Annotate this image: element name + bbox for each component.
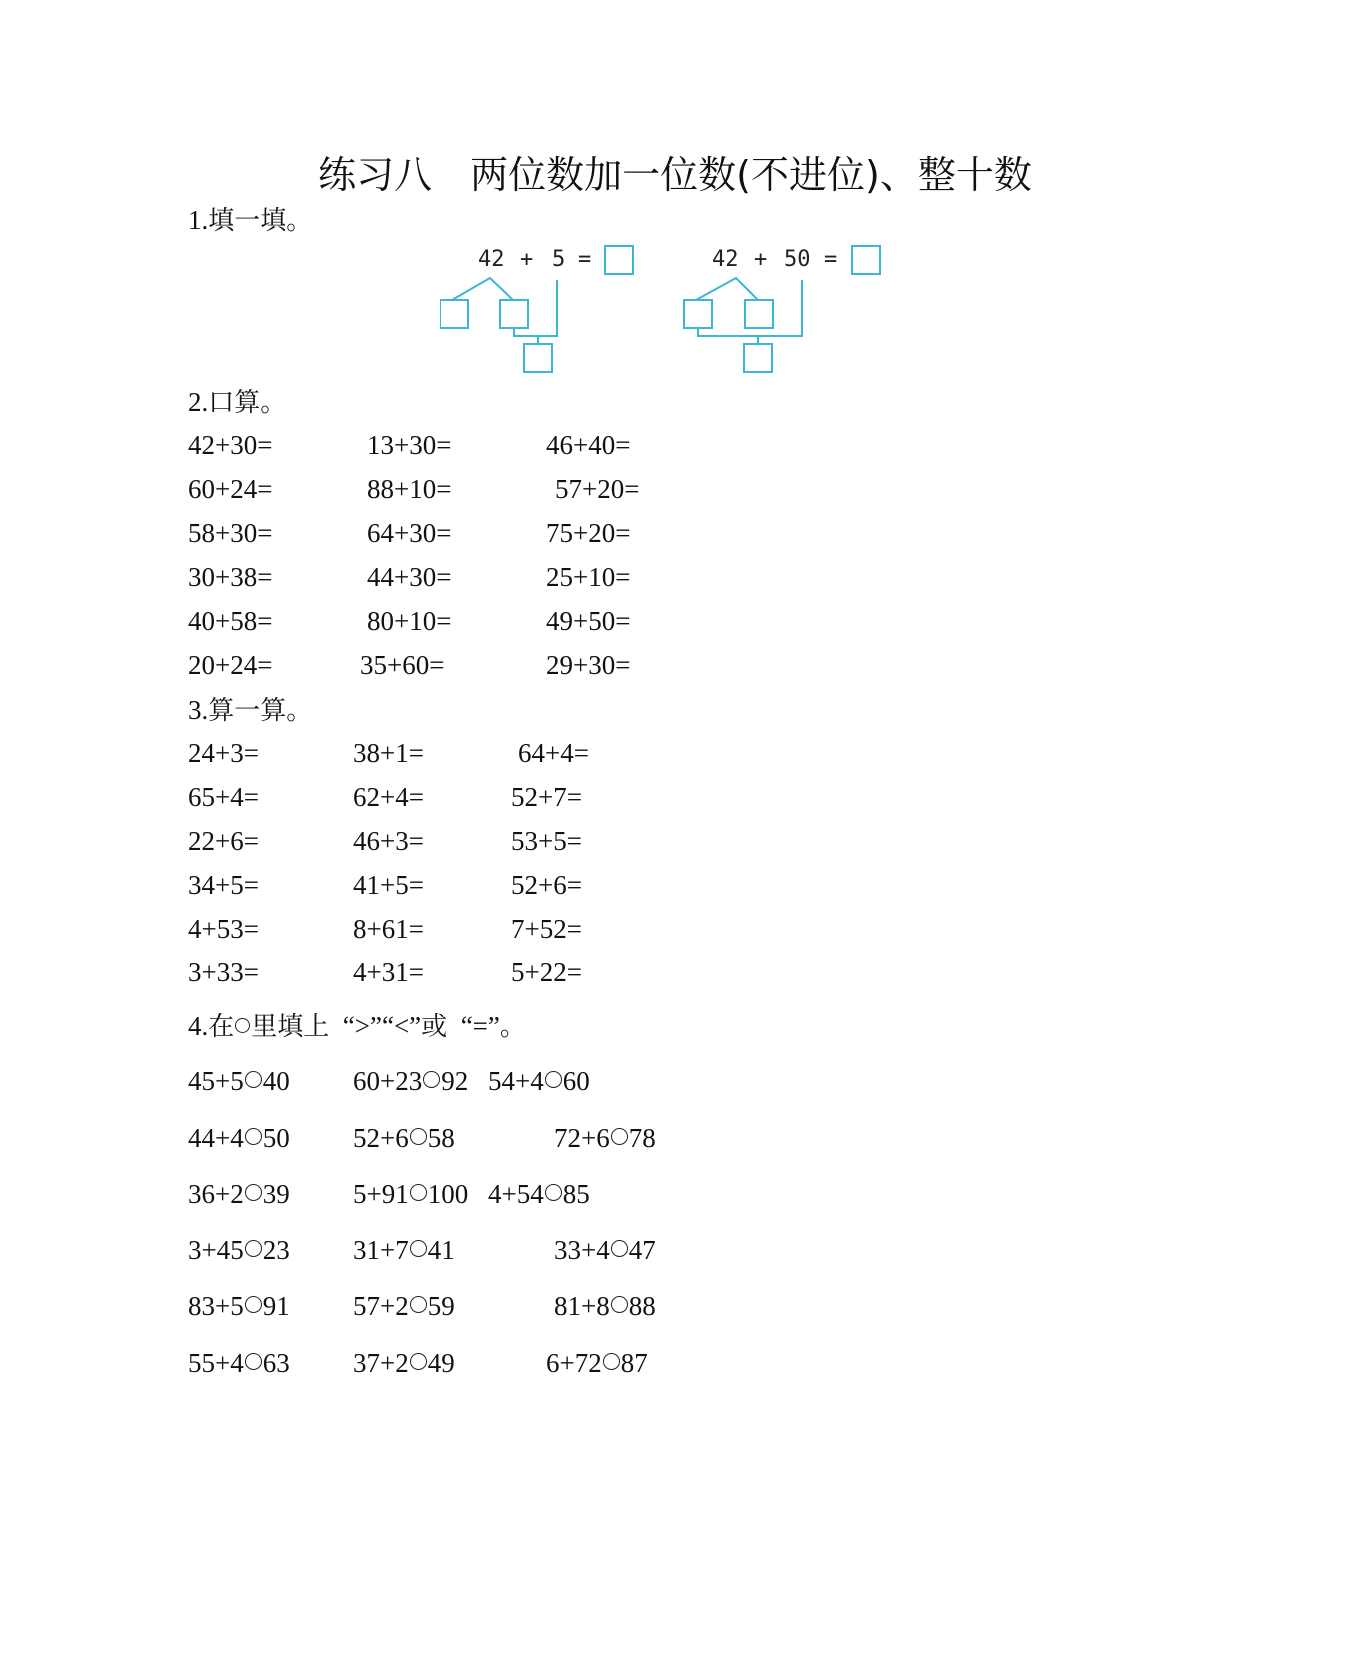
diagram-right-join-line-a	[698, 328, 758, 336]
calc-problem: 24+3=	[188, 738, 259, 768]
compare-left: 83+5	[188, 1291, 244, 1321]
diagram-left-join-line-b	[538, 280, 557, 336]
compare-circle-icon[interactable]	[410, 1353, 427, 1370]
diagram-svg	[440, 238, 920, 384]
calc-problem: 52+6=	[511, 870, 582, 900]
compare-circle-icon[interactable]	[545, 1071, 562, 1088]
mental-problem: 75+20=	[546, 518, 631, 548]
compare-circle-icon[interactable]	[245, 1128, 262, 1145]
calc-problem: 34+5=	[188, 870, 259, 900]
compare-left: 60+23	[353, 1066, 423, 1096]
compare-right: 47	[628, 1235, 656, 1265]
mental-problem: 20+24=	[188, 650, 273, 680]
diagram-right-tens-box[interactable]	[684, 300, 712, 328]
section-4-end: 。	[499, 1012, 526, 1042]
compare-circle-icon[interactable]	[423, 1071, 440, 1088]
compare-left: 55+4	[188, 1348, 244, 1378]
mental-problem: 44+30=	[367, 562, 452, 592]
fill-in-diagram	[440, 238, 920, 384]
compare-problem	[188, 1177, 290, 1211]
calc-problem: 38+1=	[353, 738, 424, 768]
compare-right: 63	[262, 1348, 290, 1378]
compare-left: 45+5	[188, 1066, 244, 1096]
calc-problem: 7+52=	[511, 914, 582, 944]
diagram-left-join-line-a	[514, 328, 552, 336]
section-4-eq-symbol: “=”	[460, 1011, 500, 1041]
diagram-right-answer-box[interactable]	[852, 246, 880, 274]
compare-circle-icon[interactable]	[410, 1184, 427, 1201]
compare-left: 4+54	[488, 1179, 544, 1209]
compare-circle-icon[interactable]	[410, 1296, 427, 1313]
compare-left: 33+4	[554, 1235, 610, 1265]
compare-right: 58	[427, 1123, 455, 1153]
section-3-heading	[188, 693, 312, 728]
compare-left: 6+72	[546, 1348, 602, 1378]
compare-problem	[488, 1177, 590, 1211]
compare-left: 36+2	[188, 1179, 244, 1209]
compare-circle-icon[interactable]	[245, 1240, 262, 1257]
mental-problem: 42+30=	[188, 430, 273, 460]
mental-problem: 57+20=	[555, 474, 640, 504]
mental-problem: 13+30=	[367, 430, 452, 460]
compare-right: 87	[620, 1348, 648, 1378]
calc-problem: 8+61=	[353, 914, 424, 944]
diagram-right-eq: =	[824, 247, 838, 272]
compare-problem	[554, 1289, 656, 1323]
compare-problem	[353, 1064, 468, 1098]
diagram-right-ones-box[interactable]	[745, 300, 773, 328]
diagram-left	[440, 246, 633, 372]
compare-circle-icon[interactable]	[245, 1071, 262, 1088]
diagram-right-split-lines	[696, 278, 758, 300]
compare-problem	[353, 1177, 468, 1211]
calc-problem: 22+6=	[188, 826, 259, 856]
compare-problem	[188, 1121, 290, 1155]
calc-problem: 5+22=	[511, 957, 582, 987]
compare-problem	[188, 1289, 290, 1323]
compare-right: 91	[262, 1291, 290, 1321]
diagram-left-split-lines	[452, 278, 513, 300]
calc-problem: 52+7=	[511, 782, 582, 812]
compare-circle-icon[interactable]	[611, 1128, 628, 1145]
compare-right: 49	[427, 1348, 455, 1378]
diagram-left-tens-box[interactable]	[440, 300, 468, 328]
diagram-left-b: 5	[552, 247, 566, 272]
compare-circle-icon[interactable]	[545, 1184, 562, 1201]
compare-problem	[353, 1346, 455, 1380]
calc-problem: 41+5=	[353, 870, 424, 900]
calc-problem: 3+33=	[188, 957, 259, 987]
mental-problem: 64+30=	[367, 518, 452, 548]
compare-circle-icon[interactable]	[410, 1128, 427, 1145]
compare-left: 57+2	[353, 1291, 409, 1321]
compare-circle-icon[interactable]	[245, 1296, 262, 1313]
calc-problem: 46+3=	[353, 826, 424, 856]
compare-right: 40	[262, 1066, 290, 1096]
calc-problem: 65+4=	[188, 782, 259, 812]
section-1-text: 填一填。	[208, 206, 313, 236]
compare-circle-icon[interactable]	[611, 1296, 628, 1313]
diagram-left-op: +	[520, 247, 534, 272]
compare-right: 85	[562, 1179, 590, 1209]
mental-problem: 58+30=	[188, 518, 273, 548]
diagram-right-sum-box[interactable]	[744, 344, 772, 372]
diagram-left-eq: =	[578, 247, 592, 272]
compare-right: 59	[427, 1291, 455, 1321]
compare-left: 3+45	[188, 1235, 244, 1265]
section-4-text-b: 里填上	[251, 1012, 330, 1042]
compare-left: 31+7	[353, 1235, 409, 1265]
diagram-right-b: 50	[784, 247, 811, 272]
section-1-number: 1.	[188, 205, 209, 235]
compare-left: 52+6	[353, 1123, 409, 1153]
compare-problem	[353, 1121, 455, 1155]
compare-left: 81+8	[554, 1291, 610, 1321]
diagram-left-a: 42	[478, 247, 505, 272]
compare-left: 54+4	[488, 1066, 544, 1096]
compare-circle-icon[interactable]	[245, 1184, 262, 1201]
compare-left: 37+2	[353, 1348, 409, 1378]
compare-left: 72+6	[554, 1123, 610, 1153]
compare-left: 5+91	[353, 1179, 409, 1209]
compare-right: 41	[427, 1235, 455, 1265]
section-3-number: 3.	[188, 695, 209, 725]
diagram-right-a: 42	[712, 247, 739, 272]
compare-circle-icon[interactable]	[611, 1240, 628, 1257]
section-4-text-a: 在	[208, 1012, 235, 1042]
diagram-right-op: +	[754, 247, 768, 272]
compare-right: 88	[628, 1291, 656, 1321]
compare-problem	[353, 1233, 455, 1267]
compare-circle-icon[interactable]	[245, 1353, 262, 1370]
compare-problem	[353, 1289, 455, 1323]
calc-problem: 4+31=	[353, 957, 424, 987]
section-2-heading	[188, 385, 286, 420]
section-4-number: 4.	[188, 1011, 209, 1041]
mental-problem: 80+10=	[367, 606, 452, 636]
calc-problem: 64+4=	[518, 738, 589, 768]
calc-problem: 4+53=	[188, 914, 259, 944]
calc-problem: 53+5=	[511, 826, 582, 856]
compare-problem	[188, 1233, 290, 1267]
section-4-heading	[188, 1009, 526, 1044]
compare-right: 23	[262, 1235, 290, 1265]
compare-problem	[546, 1346, 648, 1380]
calc-problem: 62+4=	[353, 782, 424, 812]
mental-problem: 60+24=	[188, 474, 273, 504]
section-4-symbols: “>”“<”	[342, 1011, 422, 1041]
compare-problem	[488, 1064, 590, 1098]
mental-problem: 35+60=	[360, 650, 445, 680]
section-1-heading	[188, 203, 312, 238]
mental-problem: 49+50=	[546, 606, 631, 636]
diagram-left-answer-box[interactable]	[605, 246, 633, 274]
mental-problem: 30+38=	[188, 562, 273, 592]
mental-problem: 46+40=	[546, 430, 631, 460]
compare-left: 44+4	[188, 1123, 244, 1153]
compare-problem	[554, 1121, 656, 1155]
compare-right: 60	[562, 1066, 590, 1096]
mental-problem: 88+10=	[367, 474, 452, 504]
section-2-number: 2.	[188, 387, 209, 417]
diagram-right	[684, 246, 880, 372]
compare-circle-icon[interactable]	[603, 1353, 620, 1370]
section-3-text: 算一算。	[208, 696, 313, 726]
compare-right: 78	[628, 1123, 656, 1153]
section-2-text: 口算。	[208, 388, 287, 418]
compare-problem	[188, 1064, 290, 1098]
compare-right: 92	[441, 1066, 469, 1096]
compare-right: 50	[262, 1123, 290, 1153]
compare-problem	[188, 1346, 290, 1380]
mental-problem: 29+30=	[546, 650, 631, 680]
compare-problem	[554, 1233, 656, 1267]
section-4-text-c: 或	[421, 1012, 448, 1042]
mental-problem: 40+58=	[188, 606, 273, 636]
compare-circle-icon[interactable]	[410, 1240, 427, 1257]
diagram-left-ones-box[interactable]	[500, 300, 528, 328]
compare-right: 39	[262, 1179, 290, 1209]
page-title: 练习八 两位数加一位数(不进位)、整十数	[318, 153, 1032, 197]
mental-problem: 25+10=	[546, 562, 631, 592]
compare-right: 100	[427, 1179, 469, 1209]
diagram-left-sum-box[interactable]	[524, 344, 552, 372]
circle-icon	[235, 1018, 250, 1033]
